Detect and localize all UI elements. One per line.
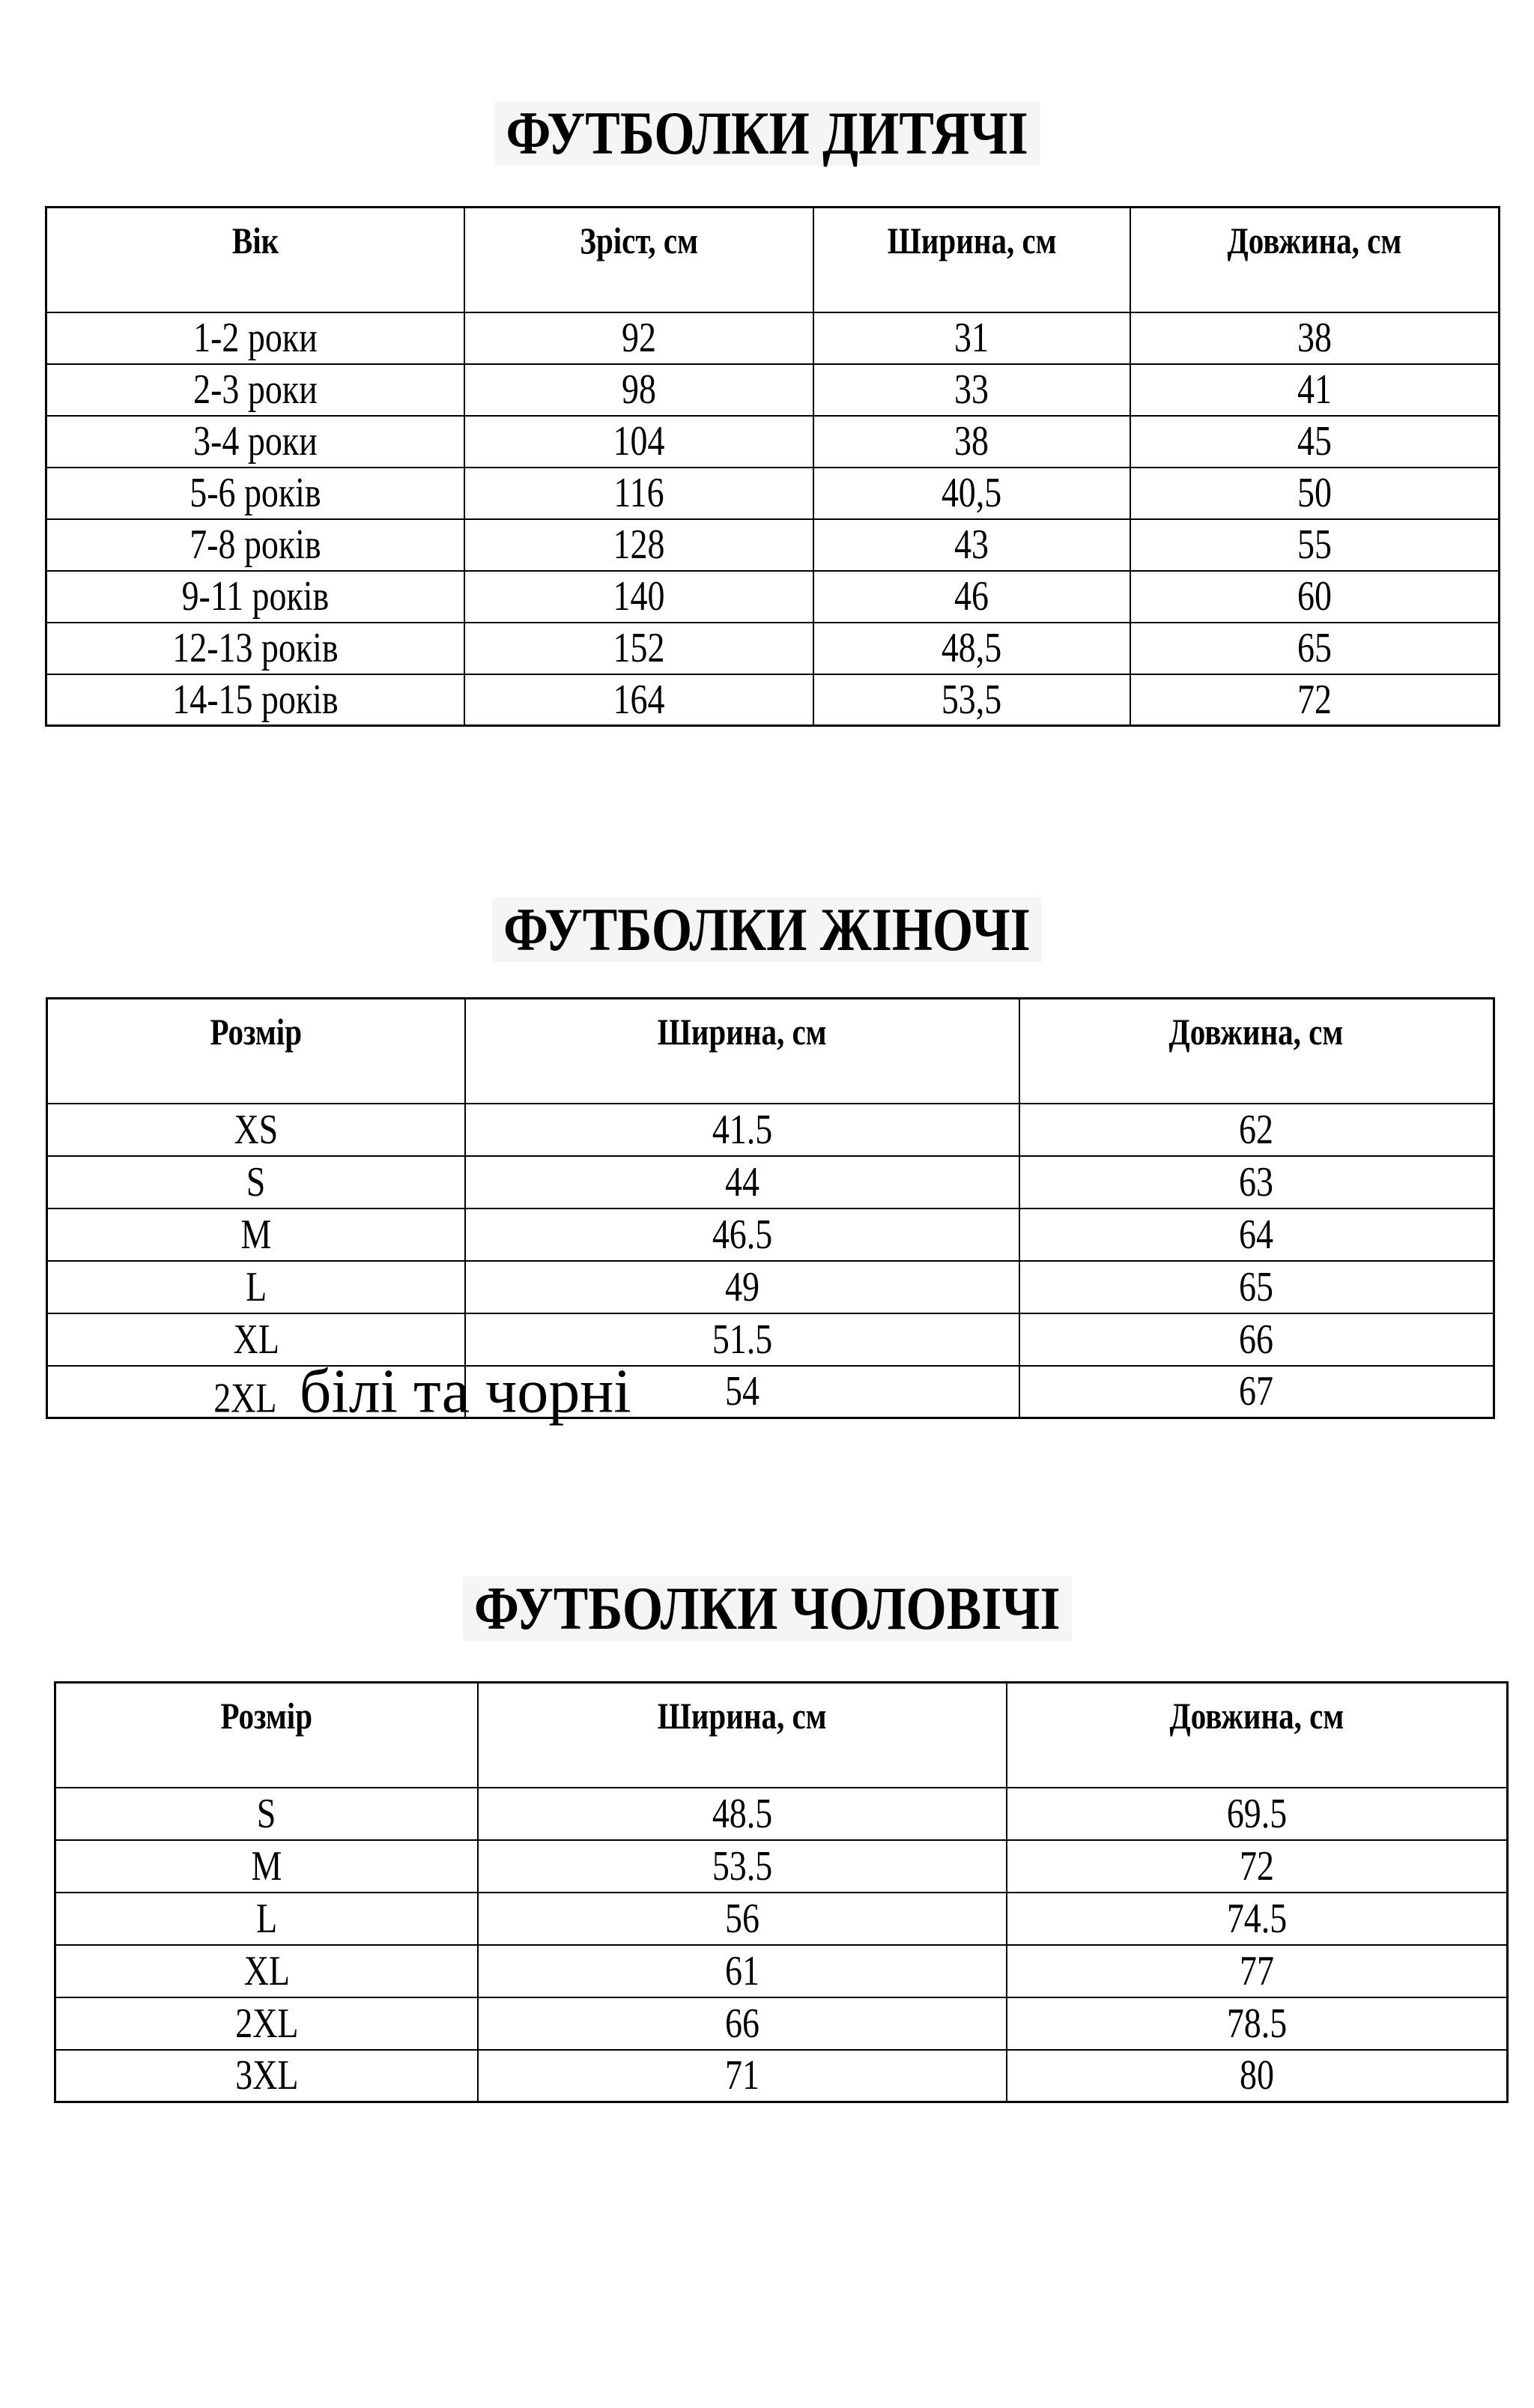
section-title-men (0, 1576, 1534, 1641)
column-header (47, 999, 465, 1104)
cell-value: 71 (724, 2052, 760, 2099)
cell-value: 9-11 років (181, 573, 330, 620)
table-cell (813, 519, 1130, 571)
cell-value: 48,5 (942, 625, 1002, 671)
cell-value: 43 (954, 521, 989, 568)
cell-value: 48.5 (712, 1790, 772, 1837)
cell-value: 62 (1239, 1106, 1274, 1153)
cell-value: 56 (724, 1895, 760, 1942)
table-cell (46, 623, 465, 674)
cell-value: 54 (724, 1368, 760, 1415)
table-row (47, 1261, 1494, 1313)
column-header (46, 208, 465, 312)
cell-value: 104 (613, 418, 665, 465)
women-sizes-table (46, 997, 1495, 1427)
column-header-label: Довжина, см (1169, 1011, 1344, 1053)
section-women (0, 895, 1534, 1427)
table-cell (465, 1104, 1019, 1156)
cell-value: 63 (1239, 1158, 1274, 1205)
table-cell (47, 1261, 465, 1313)
cell-value: 2-3 роки (193, 366, 318, 413)
cell-value: 69.5 (1226, 1790, 1287, 1837)
column-header (464, 208, 813, 312)
cell-value: 14-15 років (172, 676, 339, 723)
cell-value: 53,5 (942, 676, 1002, 723)
header-row (55, 1683, 1508, 1788)
table-row (55, 1945, 1508, 1997)
cell-value: 46 (954, 573, 989, 620)
cell-value: 38 (954, 418, 989, 465)
cell-value: 5-6 років (190, 470, 321, 516)
table-cell (813, 416, 1130, 468)
table-cell (478, 2050, 1007, 2102)
cell-value: 3XL (234, 2052, 298, 2099)
cell-value: 49 (724, 1263, 760, 1310)
cell-value: 78.5 (1226, 2000, 1287, 2047)
table-cell (464, 416, 813, 468)
cell-value: 50 (1297, 470, 1332, 516)
table-cell (813, 468, 1130, 519)
table-row (46, 468, 1500, 519)
cell-value: 40,5 (942, 470, 1002, 516)
table-cell (1019, 1313, 1494, 1366)
column-header-label: Довжина, см (1169, 1695, 1344, 1737)
table-cell (1019, 1156, 1494, 1208)
column-header (1007, 1683, 1508, 1788)
cell-value: XL (243, 1947, 290, 1994)
table-cell (478, 1788, 1007, 1840)
table-cell (478, 1840, 1007, 1893)
cell-value: 72 (1297, 676, 1332, 723)
cell-value: 140 (613, 573, 665, 620)
table-cell (46, 571, 465, 623)
table-cell (1007, 1945, 1508, 1997)
table-cell (464, 468, 813, 519)
color-note: білі та чорні (283, 1356, 631, 1427)
table-cell (464, 519, 813, 571)
cell-value: 98 (622, 366, 656, 413)
cell-value: L (255, 1895, 277, 1942)
cell-value: M (240, 1211, 272, 1258)
table-cell (47, 1208, 465, 1261)
column-header (1019, 999, 1494, 1104)
table-row (46, 519, 1500, 571)
cell-value: 64 (1239, 1211, 1274, 1258)
table-cell (1130, 623, 1500, 674)
table-cell (813, 623, 1130, 674)
cell-value: 38 (1297, 315, 1332, 361)
section-title-text: ФУТБОЛКИ ЧОЛОВІЧІ (462, 1576, 1071, 1641)
cell-value: XL (233, 1316, 279, 1363)
table-row (46, 364, 1500, 416)
table-row (46, 571, 1500, 623)
table-cell (46, 674, 465, 726)
table-cell (464, 623, 813, 674)
column-header (55, 1683, 478, 1788)
table-cell (813, 312, 1130, 364)
table-cell (1007, 1893, 1508, 1945)
table-cell (478, 1945, 1007, 1997)
table-row (55, 1997, 1508, 2050)
column-header-label: Розмір (220, 1695, 313, 1737)
document-page (0, 101, 1534, 2408)
cell-value: 3-4 роки (193, 418, 318, 465)
cell-value: 2XL (234, 2000, 298, 2047)
table-row (47, 1104, 1494, 1156)
cell-value: 44 (724, 1158, 760, 1205)
cell-value: 33 (954, 366, 989, 413)
cell-value: 45 (1297, 418, 1332, 465)
table-cell (55, 1945, 478, 1997)
table-cell (1130, 468, 1500, 519)
table-cell (813, 674, 1130, 726)
cell-value: 41 (1297, 366, 1332, 413)
cell-value: 74.5 (1226, 1895, 1287, 1942)
cell-value: 65 (1297, 625, 1332, 671)
column-header (1130, 208, 1500, 312)
section-men (0, 1576, 1534, 2103)
table-cell (1019, 1104, 1494, 1156)
column-header-label: Ширина, см (887, 220, 1057, 261)
cell-value: 7-8 років (190, 521, 321, 568)
table-row (55, 1788, 1508, 1840)
cell-value: 92 (622, 315, 656, 361)
table-cell (55, 2050, 478, 2102)
table-cell (1130, 312, 1500, 364)
table-cell (1019, 1208, 1494, 1261)
cell-value: 46.5 (712, 1211, 772, 1258)
table-cell (465, 1208, 1019, 1261)
column-header-label: Вік (231, 220, 279, 261)
table-cell (1130, 571, 1500, 623)
table-cell (464, 674, 813, 726)
cell-value: S (246, 1158, 266, 1205)
column-header (465, 999, 1019, 1104)
table-row (46, 623, 1500, 674)
header-row (47, 999, 1494, 1104)
cell-value: 12-13 років (172, 625, 339, 671)
table-cell (46, 519, 465, 571)
cell-value: 53.5 (712, 1842, 772, 1890)
table-cell (55, 1840, 478, 1893)
table-cell (1007, 1840, 1508, 1893)
cell-value: L (245, 1263, 267, 1310)
cell-value: 164 (613, 676, 665, 723)
table-cell (465, 1261, 1019, 1313)
cell-value: M (251, 1842, 282, 1890)
cell-value: 61 (724, 1947, 760, 1994)
table-cell (813, 571, 1130, 623)
header-row (46, 208, 1500, 312)
table-row (46, 312, 1500, 364)
table-cell (47, 1104, 465, 1156)
table-cell (1019, 1366, 1494, 1418)
column-header-label: Ширина, см (657, 1695, 827, 1737)
table-row (55, 2050, 1508, 2102)
cell-value: 77 (1239, 1947, 1274, 1994)
table-row (47, 1156, 1494, 1208)
table-cell (1019, 1261, 1494, 1313)
table-row (55, 1840, 1508, 1893)
table-cell (55, 1788, 478, 1840)
cell-value: S (257, 1790, 276, 1837)
section-title-text: ФУТБОЛКИ ДИТЯЧІ (494, 101, 1040, 166)
column-header (478, 1683, 1007, 1788)
table-row (46, 674, 1500, 726)
table-cell (1007, 1788, 1508, 1840)
cell-value: 128 (613, 521, 665, 568)
table-cell (46, 468, 465, 519)
men-sizes-table (54, 1681, 1509, 2103)
size-with-note (207, 1355, 631, 1428)
column-header-label: Ширина, см (657, 1011, 827, 1053)
cell-value: 60 (1297, 573, 1332, 620)
table-cell (46, 416, 465, 468)
table-cell (464, 312, 813, 364)
table-cell (55, 1893, 478, 1945)
table-cell (1007, 2050, 1508, 2102)
column-header-label: Розмір (210, 1011, 303, 1053)
cell-value: 116 (613, 470, 664, 516)
cell-value: 31 (954, 315, 989, 361)
table-cell (478, 1997, 1007, 2050)
table-cell (1130, 674, 1500, 726)
cell-value: 72 (1239, 1842, 1274, 1890)
cell-value: 65 (1239, 1263, 1274, 1310)
section-title-children (0, 101, 1534, 166)
cell-value: 152 (613, 625, 665, 671)
table-cell (46, 364, 465, 416)
table-cell (47, 1156, 465, 1208)
table-cell (55, 1997, 478, 2050)
cell-value: 80 (1239, 2052, 1274, 2099)
table-cell (46, 312, 465, 364)
cell-value: XS (234, 1106, 279, 1153)
table-cell (47, 1356, 631, 1427)
column-header-label: Зріст, см (580, 220, 698, 261)
table-cell (1130, 519, 1500, 571)
table-cell (464, 571, 813, 623)
table-row (46, 416, 1500, 468)
table-cell (813, 364, 1130, 416)
cell-value: 51.5 (712, 1316, 772, 1363)
table-cell (1130, 364, 1500, 416)
cell-value: 66 (1239, 1316, 1274, 1363)
table-cell (1007, 1997, 1508, 2050)
column-header-label: Довжина, см (1227, 220, 1402, 261)
column-header (813, 208, 1130, 312)
table-row (47, 1366, 1494, 1418)
section-title-text: ФУТБОЛКИ ЖІНОЧІ (492, 898, 1042, 962)
cell-value: 66 (724, 2000, 760, 2047)
section-title-women (0, 895, 1534, 963)
table-cell (465, 1156, 1019, 1208)
cell-value: 55 (1297, 521, 1332, 568)
table-row (55, 1893, 1508, 1945)
size-label: 2XL (213, 1375, 277, 1422)
cell-value: 67 (1239, 1368, 1274, 1415)
section-children (0, 101, 1534, 727)
cell-value: 1-2 роки (193, 315, 318, 361)
table-cell (478, 1893, 1007, 1945)
table-cell (1130, 416, 1500, 468)
table-cell (464, 364, 813, 416)
table-row (47, 1208, 1494, 1261)
children-sizes-table (45, 206, 1500, 727)
cell-value: 41.5 (712, 1106, 772, 1153)
